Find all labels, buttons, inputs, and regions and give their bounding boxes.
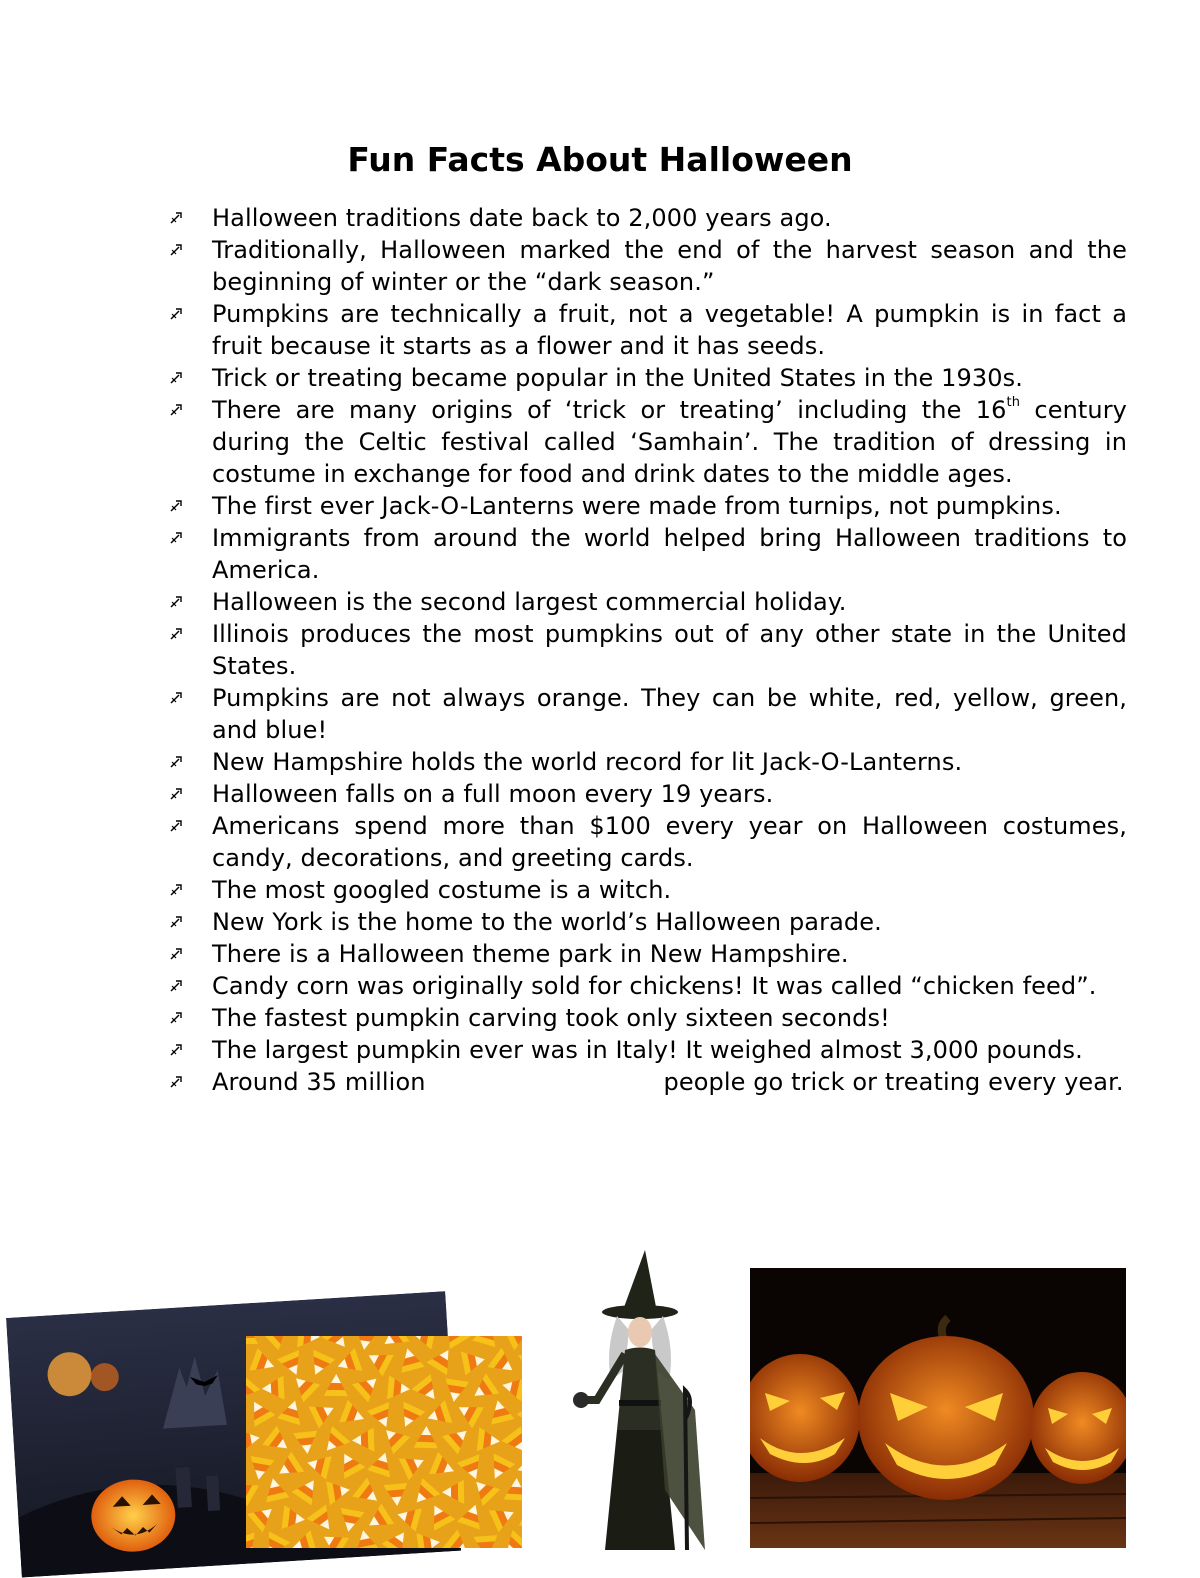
- fact-item: [212, 810, 1127, 874]
- fact-text: Trick or treating became popular in the United States in the 1930s.: [212, 364, 1023, 392]
- arrow-pin-icon: [166, 938, 186, 970]
- fact-text: Halloween falls on a full moon every 19 years.: [212, 780, 774, 808]
- fact-item: [212, 746, 1127, 778]
- fact-item: [212, 202, 1127, 234]
- arrow-pin-icon: [166, 362, 186, 394]
- arrow-pin-icon: [166, 586, 186, 618]
- facts-list: [212, 202, 1127, 1098]
- fact-text: Immigrants from around the world helped bring Halloween traditions to America.: [212, 524, 1127, 584]
- fact-text: New York is the home to the world’s Halloween parade.: [212, 908, 882, 936]
- witch-costume-image: [545, 1250, 740, 1550]
- fact-item: [212, 490, 1127, 522]
- arrow-pin-icon: [166, 490, 186, 522]
- fact-item: [212, 362, 1127, 394]
- fact-text: century during the Celtic festival called ‘Samhain’. The tradition of dressing in costume in exchange for food and drink dates to the middle ages.: [212, 396, 1127, 488]
- fact-item: [212, 618, 1127, 682]
- arrow-pin-icon: [166, 618, 186, 650]
- fact-text: Traditionally, Halloween marked the end of the harvest season and the beginning of winter or the “dark season.”: [212, 236, 1127, 296]
- arrow-pin-icon: [166, 970, 186, 1002]
- fact-text: Pumpkins are not always orange. They can be white, red, yellow, green, and blue!: [212, 684, 1127, 744]
- fact-item: [212, 522, 1127, 586]
- fact-item: [212, 394, 1127, 490]
- arrow-pin-icon: [166, 778, 186, 810]
- fact-text: Pumpkins are technically a fruit, not a vegetable! A pumpkin is in fact a fruit because it starts as a flower and it has seeds.: [212, 300, 1127, 360]
- fact-text: There is a Halloween theme park in New Hampshire.: [212, 940, 849, 968]
- fact-text: Halloween is the second largest commercial holiday.: [212, 588, 847, 616]
- fact-item: [212, 874, 1127, 906]
- jack-o-lanterns-image: [750, 1268, 1126, 1548]
- fact-item: [212, 906, 1127, 938]
- arrow-pin-icon: [166, 682, 186, 714]
- arrow-pin-icon: [166, 234, 186, 266]
- fact-text: The most googled costume is a witch.: [212, 876, 672, 904]
- arrow-pin-icon: [166, 522, 186, 554]
- fact-item: [212, 778, 1127, 810]
- fact-item: [212, 938, 1127, 970]
- fact-text: people go trick or treating every year.: [663, 1068, 1124, 1096]
- arrow-pin-icon: [166, 906, 186, 938]
- fact-item: [212, 298, 1127, 362]
- arrow-pin-icon: [166, 746, 186, 778]
- arrow-pin-icon: [166, 810, 186, 842]
- fact-text: Illinois produces the most pumpkins out of any other state in the United States.: [212, 620, 1127, 680]
- fact-text: Around 35 million: [212, 1068, 426, 1096]
- fact-item: [212, 1066, 1127, 1098]
- fact-text: The largest pumpkin ever was in Italy! It weighed almost 3,000 pounds.: [212, 1036, 1083, 1064]
- fact-text: The first ever Jack-O-Lanterns were made from turnips, not pumpkins.: [212, 492, 1062, 520]
- fact-item: [212, 234, 1127, 298]
- fact-text: Halloween traditions date back to 2,000 years ago.: [212, 204, 832, 232]
- fact-item: [212, 682, 1127, 746]
- fact-text: Candy corn was originally sold for chickens! It was called “chicken feed”.: [212, 972, 1097, 1000]
- fact-text: Americans spend more than $100 every year on Halloween costumes, candy, decorations, and greeting cards.: [212, 812, 1127, 872]
- arrow-pin-icon: [166, 1002, 186, 1034]
- fact-item: [212, 1034, 1127, 1066]
- arrow-pin-icon: [166, 874, 186, 906]
- arrow-pin-icon: [166, 394, 186, 426]
- arrow-pin-icon: [166, 1034, 186, 1066]
- candy-corn-image: [246, 1336, 522, 1548]
- arrow-pin-icon: [166, 298, 186, 330]
- fact-text: The fastest pumpkin carving took only sixteen seconds!: [212, 1004, 890, 1032]
- fact-item: [212, 586, 1127, 618]
- arrow-pin-icon: [166, 1066, 186, 1098]
- arrow-pin-icon: [166, 202, 186, 234]
- fact-item: [212, 1002, 1127, 1034]
- fact-text: New Hampshire holds the world record for lit Jack-O-Lanterns.: [212, 748, 963, 776]
- page-title: Fun Facts About Halloween: [347, 140, 853, 179]
- ordinal-superscript: th: [1006, 395, 1021, 410]
- fact-item: [212, 970, 1127, 1002]
- fact-text: There are many origins of ‘trick or treating’ including the 16: [212, 396, 1007, 424]
